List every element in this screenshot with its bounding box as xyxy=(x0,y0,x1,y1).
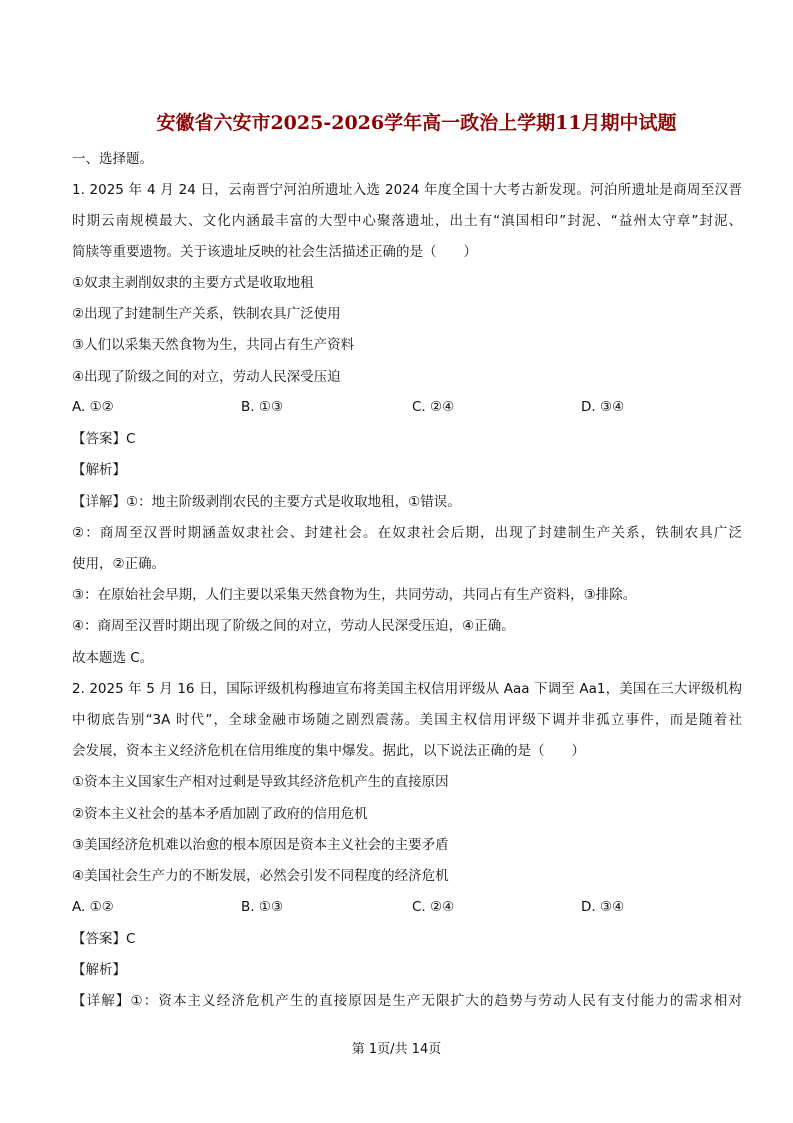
q2-answer-label: 【答案】 xyxy=(72,931,126,947)
q1-detail-line-5: ④：商周至汉晋时期出现了阶级之间的对立，劳动人民深受压迫，④正确。 xyxy=(72,618,515,634)
q2-answer xyxy=(72,930,742,948)
q2-detail-line-1: 【详解】①：资本主义经济危机产生的直接原因是生产无限扩大的趋势与劳动人民有支付能力的需求相对 xyxy=(72,993,742,1009)
q2-option-d: D. ③④ xyxy=(581,899,625,915)
q2-option-c: C. ②④ xyxy=(412,899,455,915)
q1-detail-line-4: ③：在原始社会早期，人们主要以采集天然食物为生，共同劳动，共同占有生产资料，③排除。 xyxy=(72,587,637,603)
q1-detail-line-2: ②：商周至汉晋时期涵盖奴隶社会、封建社会。在奴隶社会后期，出现了封建制生产关系，铁制农具广泛 xyxy=(72,525,742,541)
q2-stem-line-3: 会发展，资本主义经济危机在信用维度的集中爆发。据此，以下说法正确的是（ ） xyxy=(72,743,585,759)
q1-statement-2: ②出现了封建制生产关系，铁制农具广泛使用 xyxy=(72,306,341,322)
q2-statement-1: ①资本主义国家生产相对过剩是导致其经济危机产生的直接原因 xyxy=(72,774,449,790)
section-heading: 一、选择题。 xyxy=(72,151,153,167)
q2-statement-4: ④美国社会生产力的不断发展，必然会引发不同程度的经济危机 xyxy=(72,868,449,884)
q2-option-b: B. ①③ xyxy=(241,899,284,915)
q1-answer-value: C xyxy=(126,431,136,447)
q1-detail-line-3: 使用，②正确。 xyxy=(72,556,166,572)
q1-conclusion: 故本题选 C。 xyxy=(72,650,154,666)
q1-answer xyxy=(72,430,742,448)
q2-option-a: A. ①② xyxy=(72,899,114,915)
q1-option-d: D. ③④ xyxy=(581,399,625,415)
page-footer: 第 1页/共 14页 xyxy=(351,1042,442,1057)
q1-option-c: C. ②④ xyxy=(412,399,455,415)
q1-option-b: B. ①③ xyxy=(241,399,284,415)
q2-analysis-label: 【解析】 xyxy=(72,962,126,978)
q1-statement-4: ④出现了阶级之间的对立，劳动人民深受压迫 xyxy=(72,369,341,385)
q1-statement-1: ①奴隶主剥削奴隶的主要方式是收取地租 xyxy=(72,275,314,291)
q1-option-a: A. ①② xyxy=(72,399,114,415)
q2-statement-3: ③美国经济危机难以治愈的根本原因是资本主义社会的主要矛盾 xyxy=(72,837,449,853)
q2-statement-2: ②资本主义社会的基本矛盾加剧了政府的信用危机 xyxy=(72,806,368,822)
q1-analysis-label: 【解析】 xyxy=(72,462,126,478)
q2-stem-line-1: 2. 2025 年 5 月 16 日，国际评级机构穆迪宣布将美国主权信用评级从 Aaa 下调至 Aa1，美国在三大评级机构 xyxy=(72,681,742,697)
q1-answer-label: 【答案】 xyxy=(72,431,126,447)
q2-answer-value: C xyxy=(126,931,136,947)
q1-stem-line-2: 时期云南规模最大、文化内涵最丰富的大型中心聚落遗址，出土有“滇国相印”封泥、“益州太守章”封泥、 xyxy=(72,213,742,229)
document-title: 安徽省六安市2025-2026学年高一政治上学期11月期中试题 xyxy=(156,112,677,134)
q1-detail-line-1: 【详解】①：地主阶级剥削农民的主要方式是收取地租，①错误。 xyxy=(72,494,461,510)
q2-stem-line-2: 中彻底告别“3A 时代”，全球金融市场随之剧烈震荡。美国主权信用评级下调并非孤立事件，而是随着社 xyxy=(72,712,742,728)
q2-options xyxy=(72,899,742,917)
q1-stem-line-1: 1. 2025 年 4 月 24 日，云南晋宁河泊所遗址入选 2024 年度全国十大考古新发现。河泊所遗址是商周至汉晋 xyxy=(72,182,742,198)
q1-statement-3: ③人们以采集天然食物为生，共同占有生产资料 xyxy=(72,337,355,353)
q1-options xyxy=(72,399,742,417)
q1-stem-line-3: 简牍等重要遗物。关于该遗址反映的社会生活描述正确的是（ ） xyxy=(72,244,477,260)
